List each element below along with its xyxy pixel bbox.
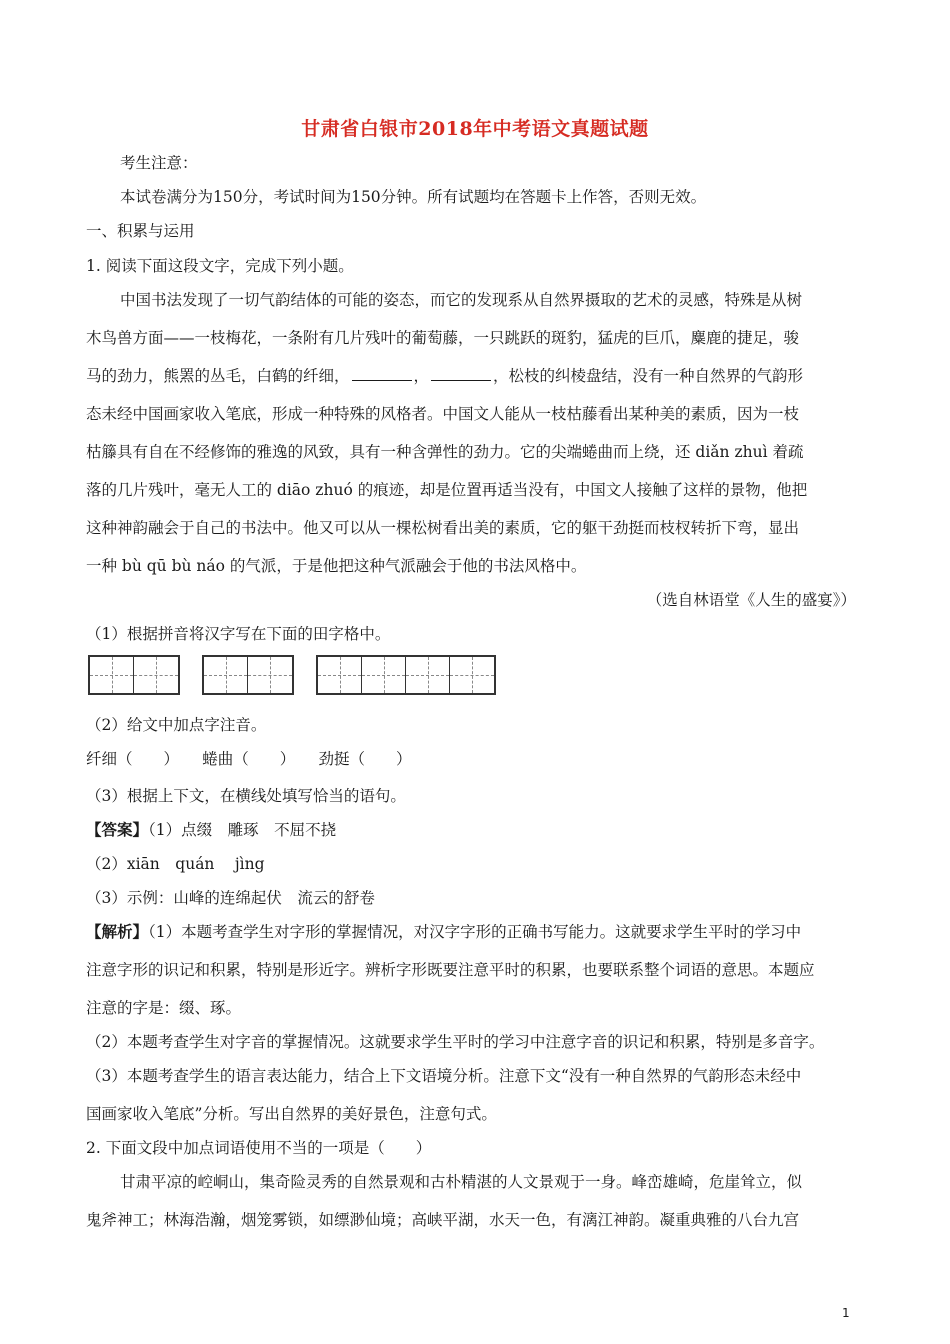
question-2-stem: 2. 下面文段中加点词语使用不当的一项是（ ）	[86, 1139, 432, 1157]
sub-question-2-items: 纤细（ ） 蜷曲（ ） 劲挺（ ）	[86, 750, 412, 768]
fill-blank	[352, 366, 412, 381]
fill-blank	[431, 366, 491, 381]
answer-line	[86, 820, 876, 840]
passage-text: ，松枝的纠棱盘结，没有一种自然界的气韵形	[493, 367, 804, 385]
passage-line: 这种神韵融会于自己的书法中。他又可以从一棵松树看出美的素质，它的躯干劲挺而枝杈转折下弯，显出	[86, 519, 800, 537]
answer-label: 【答案】	[86, 820, 149, 839]
passage-line: 甘肃平凉的崆峒山，集奇险灵秀的自然景观和古朴精湛的人文景观于一身。峰峦雄崎，危崖耸立，似	[120, 1173, 803, 1191]
page-number: 1	[842, 1306, 850, 1320]
answer-line: （2）xiān quán jìng	[86, 855, 265, 873]
analysis-line: 国画家收入笔底”分析。写出自然界的美好景色，注意句式。	[86, 1105, 497, 1123]
answer-line: （3）示例：山峰的连绵起伏 流云的舒卷	[86, 889, 375, 907]
passage-line: 枯籐具有自在不经修饰的雅逸的风致，具有一种含弹性的劲力。它的尖端蜷曲而上绕，还 diǎn zhuì 着疏	[86, 443, 804, 461]
passage-line: 木鸟兽方面——一枝梅花，一条附有几片残叶的葡萄藤，一只跳跃的斑豹，猛虎的巨爪，麋鹿的捷足，骏	[86, 329, 800, 347]
passage-line: 态未经中国画家收入笔底，形成一种特殊的风格者。中国文人能从一枝枯藤看出某种美的素质，因为一枝	[86, 405, 800, 423]
analysis-label: 【解析】	[86, 922, 149, 941]
analysis-line: （3）本题考查学生的语言表达能力，结合上下文语境分析。注意下文“没有一种自然界的气韵形态未经中	[86, 1067, 802, 1085]
passage-line: 鬼斧神工；林海浩瀚，烟笼雾锁，如缥渺仙境；高峡平湖，水天一色，有漓江神韵。凝重典雅的八台九宫	[86, 1211, 800, 1229]
analysis-line: 注意的字是：缀、琢。	[86, 999, 242, 1017]
answer-text: （1）点缀 雕琢 不屈不挠	[148, 821, 337, 839]
sub-question-2: （2）给文中加点字注音。	[86, 716, 267, 734]
sub-question-3: （3）根据上下文，在横线处填写恰当的语句。	[86, 787, 406, 805]
grid-cell[interactable]	[318, 657, 362, 693]
passage-text: 马的劲力，熊罴的丛毛，白鹤的纤细，	[86, 367, 350, 385]
notice-text: 本试卷满分为150分，考试时间为150分钟。所有试题均在答题卡上作答，否则无效。	[120, 188, 707, 206]
source-citation: （选自林语堂《人生的盛宴》）	[646, 591, 856, 609]
notice-heading: 考生注意：	[120, 154, 198, 172]
analysis-line	[86, 922, 876, 942]
answer-grids	[88, 655, 496, 695]
page-title: 甘肃省白银市2018年中考语文真题试题	[301, 118, 649, 140]
analysis-text: （1）本题考查学生对字形的掌握情况，对汉字字形的正确书写能力。这就要求学生平时的学习中	[148, 923, 802, 941]
analysis-line: （2）本题考查学生对字音的掌握情况。这就要求学生平时的学习中注意字音的识记和积累，特别是多音字。	[86, 1033, 825, 1051]
grid-cell[interactable]	[362, 657, 406, 693]
grid-cell[interactable]	[406, 657, 450, 693]
tianzige-grid[interactable]	[202, 655, 294, 695]
grid-cell[interactable]	[450, 657, 494, 693]
grid-cell[interactable]	[204, 657, 248, 693]
grid-cell[interactable]	[134, 657, 178, 693]
passage-line: 马的劲力，熊罴的丛毛，白鹤的纤细， ， ，松枝的纠棱盘结，没有一种自然界的气韵形	[86, 367, 804, 385]
sub-question-1: （1）根据拼音将汉字写在下面的田字格中。	[86, 625, 391, 643]
tianzige-grid[interactable]	[88, 655, 180, 695]
tianzige-grid[interactable]	[316, 655, 496, 695]
passage-line: 一种 bù qū bù náo 的气派，于是他把这种气派融会于他的书法风格中。	[86, 557, 587, 575]
question-1-stem: 1. 阅读下面这段文字，完成下列小题。	[86, 257, 354, 275]
passage-line: 落的几片残叶，毫无人工的 diāo zhuó 的痕迹，却是位置再适当没有，中国文人接触了这样的景物，他把	[86, 481, 808, 499]
grid-cell[interactable]	[248, 657, 292, 693]
section-heading: 一、积累与运用	[86, 222, 195, 240]
passage-line: 中国书法发现了一切气韵结体的可能的姿态，而它的发现系从自然界摄取的艺术的灵感，特殊是从树	[120, 291, 803, 309]
analysis-line: 注意字形的识记和积累，特别是形近字。辨析字形既要注意平时的积累，也要联系整个词语的意思。本题应	[86, 961, 815, 979]
grid-cell[interactable]	[90, 657, 134, 693]
